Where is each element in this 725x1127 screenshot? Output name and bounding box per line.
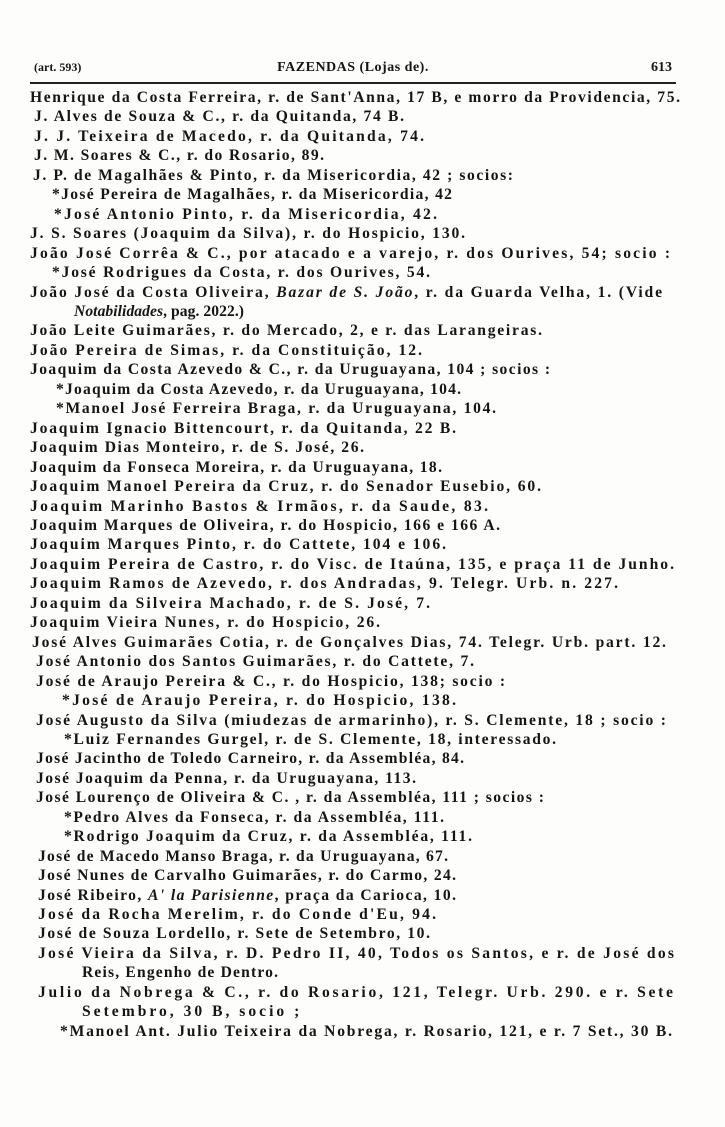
entry-line: Joaquim da Fonseca Moreira, r. da Uruguayana, 18. [30, 458, 444, 476]
business-entry [0, 749, 725, 768]
entry-continuation-line: Notabilidades, pag. 2022.) [74, 302, 245, 320]
entry-line: Joaquim da Costa Azevedo & C., r. da Uruguayana, 104 ; socios : [30, 361, 552, 379]
entry-line: Joaquim Marinho Bastos & Irmãos, r. da Saude, 83. [30, 497, 491, 515]
entry-line: José Antonio dos Santos Guimarães, r. do Cattete, 7. [36, 653, 476, 671]
entry-line: José de Macedo Manso Braga, r. da Uruguayana, 67. [38, 847, 450, 865]
business-entry [0, 672, 725, 691]
business-entry [0, 944, 725, 983]
entry-line: J. S. Soares (Joaquim da Silva), r. do Hospicio, 130. [30, 225, 467, 243]
business-entry [0, 419, 725, 438]
partner-entry [0, 205, 725, 224]
entry-line: Julio da Nobrega & C., r. do Rosario, 121, Telegr. Urb. 290. e r. Sete [38, 983, 676, 1001]
business-entry [0, 88, 725, 107]
entry-line: João José da Costa Oliveira, Bazar de S. João, r. da Guarda Velha, 1. (Vide [30, 283, 664, 301]
header-rule [30, 82, 676, 84]
entry-line: Joaquim Ramos de Azevedo, r. dos Andradas, 9. Telegr. Urb. n. 227. [30, 575, 621, 593]
entry-line: *José Rodrigues da Costa, r. dos Ourives, 54. [52, 264, 432, 282]
entry-line: José da Rocha Merelim, r. do Conde d'Eu, 94. [38, 906, 439, 924]
entry-line: J. Alves de Souza & C., r. da Quitanda, 74 B. [34, 108, 406, 126]
business-entry [0, 458, 725, 477]
section-title: FAZENDAS (Lojas de). [277, 60, 429, 75]
business-entry [0, 341, 725, 360]
business-entry [0, 438, 725, 457]
entry-line: José Augusto da Silva (miudezas de armarinho), r. S. Clemente, 18 ; socio : [36, 711, 668, 729]
entry-line: José Jacintho de Toledo Carneiro, r. da Assembléa, 84. [36, 750, 466, 768]
business-entry [0, 594, 725, 613]
business-entry [0, 866, 725, 885]
business-entry [0, 613, 725, 632]
page-header [34, 60, 672, 80]
entry-line: *Luiz Fernandes Gurgel, r. de S. Clemente, 18, interessado. [64, 730, 558, 748]
business-entry [0, 886, 725, 905]
entry-line: J. M. Soares & C., r. do Rosario, 89. [34, 147, 326, 165]
entry-line: Joaquim Marques Pinto, r. do Cattete, 104 e 106. [30, 536, 448, 554]
entry-line: José Ribeiro, A' la Parisienne, praça da Carioca, 10. [38, 886, 458, 904]
entry-line: Joaquim Ignacio Bittencourt, r. da Quitanda, 22 B. [30, 419, 458, 437]
entry-line: Henrique da Costa Ferreira, r. de Sant'Anna, 17 B, e morro da Providencia, 75. [30, 89, 682, 106]
entry-line: J. P. de Magalhães & Pinto, r. da Misericordia, 42 ; socios: [33, 166, 515, 184]
business-entry [0, 146, 725, 165]
entry-line: *José Antonio Pinto, r. da Misericordia, 42. [54, 205, 440, 223]
partner-entry [0, 399, 725, 418]
entry-line: *José de Araujo Pereira, r. do Hospicio, 138. [62, 692, 459, 710]
entry-line: *Rodrigo Joaquim da Cruz, r. da Assembléa, 111. [64, 828, 474, 846]
partner-entry [0, 827, 725, 846]
entry-line: J. J. Teixeira de Macedo, r. da Quitanda, 74. [34, 127, 427, 145]
business-entry [0, 788, 725, 807]
business-entry [0, 983, 725, 1022]
partner-entry [0, 730, 725, 749]
entry-line: João Leite Guimarães, r. do Mercado, 2, e r. das Larangeiras. [30, 322, 544, 340]
business-entry [0, 924, 725, 943]
entry-line: *Manoel José Ferreira Braga, r. da Uruguayana, 104. [56, 400, 498, 418]
business-entry [0, 477, 725, 496]
entry-line: Joaquim da Silveira Machado, r. de S. José, 7. [30, 594, 433, 612]
entry-line: *Pedro Alves da Fonseca, r. da Assembléa, 111. [64, 808, 446, 826]
entry-continuation-line: Reis, Engenho de Dentro. [82, 964, 280, 982]
business-entry [0, 107, 725, 126]
entry-line: José Joaquim da Penna, r. da Uruguayana, 113. [36, 769, 418, 787]
article-reference: (art. 593) [34, 60, 82, 74]
business-entry [0, 905, 725, 924]
business-entry [0, 497, 725, 516]
partner-entry [0, 1022, 725, 1041]
entry-line: José de Souza Lordello, r. Sete de Setembro, 10. [38, 925, 432, 943]
business-entry [0, 652, 725, 671]
partner-entry [0, 185, 725, 204]
entry-line: José Vieira da Silva, r. D. Pedro II, 40, Todos os Santos, e r. de José dos [38, 944, 677, 962]
partner-entry [0, 263, 725, 282]
business-entry [0, 847, 725, 866]
business-entry [0, 360, 725, 379]
business-entry [0, 321, 725, 340]
entry-line: João José Corrêa & C., por atacado e a varejo, r. dos Ourives, 54; socio : [30, 244, 673, 262]
entry-line: Joaquim Dias Monteiro, r. de S. José, 26. [30, 439, 366, 457]
page-number: 613 [651, 60, 672, 75]
business-entry [0, 224, 725, 243]
entry-line: José Alves Guimarães Cotia, r. de Gonçalves Dias, 74. Telegr. Urb. part. 12. [32, 633, 668, 651]
entry-line: José Lourenço de Oliveira & C. , r. da Assembléa, 111 ; socios : [36, 789, 546, 807]
entry-line: Joaquim Vieira Nunes, r. do Hospicio, 26. [30, 614, 382, 632]
business-entry [0, 535, 725, 554]
partner-entry [0, 691, 725, 710]
business-entry [0, 283, 725, 322]
entry-line: *Manoel Ant. Julio Teixeira da Nobrega, r. Rosario, 121, e r. 7 Set., 30 B. [60, 1022, 674, 1040]
business-entry [0, 516, 725, 535]
entry-line: Joaquim Marques de Oliveira, r. do Hospicio, 166 e 166 A. [30, 516, 502, 534]
business-entry [0, 711, 725, 730]
business-entry [0, 244, 725, 263]
business-entry [0, 769, 725, 788]
business-entry [0, 633, 725, 652]
business-entry [0, 574, 725, 593]
entry-line: Joaquim Manoel Pereira da Cruz, r. do Senador Eusebio, 60. [30, 478, 543, 496]
directory-entries [0, 88, 725, 1041]
business-entry [0, 166, 725, 185]
entry-line: Joaquim Pereira de Castro, r. do Visc. de Itaúna, 135, e praça 11 de Junho. [30, 555, 677, 573]
entry-line: *Joaquim da Costa Azevedo, r. da Uruguayana, 104. [56, 380, 463, 398]
business-entry [0, 555, 725, 574]
entry-line: *José Pereira de Magalhães, r. da Misericordia, 42 [52, 186, 454, 204]
entry-line: José Nunes de Carvalho Guimarães, r. do Carmo, 24. [38, 867, 458, 885]
partner-entry [0, 808, 725, 827]
partner-entry [0, 380, 725, 399]
entry-continuation-line: Setembro, 30 B, socio ; [82, 1003, 303, 1021]
entry-line: João Pereira de Simas, r. da Constituição, 12. [30, 341, 425, 359]
entry-line: José de Araujo Pereira & C., r. do Hospicio, 138; socio : [36, 672, 507, 690]
business-entry [0, 127, 725, 146]
